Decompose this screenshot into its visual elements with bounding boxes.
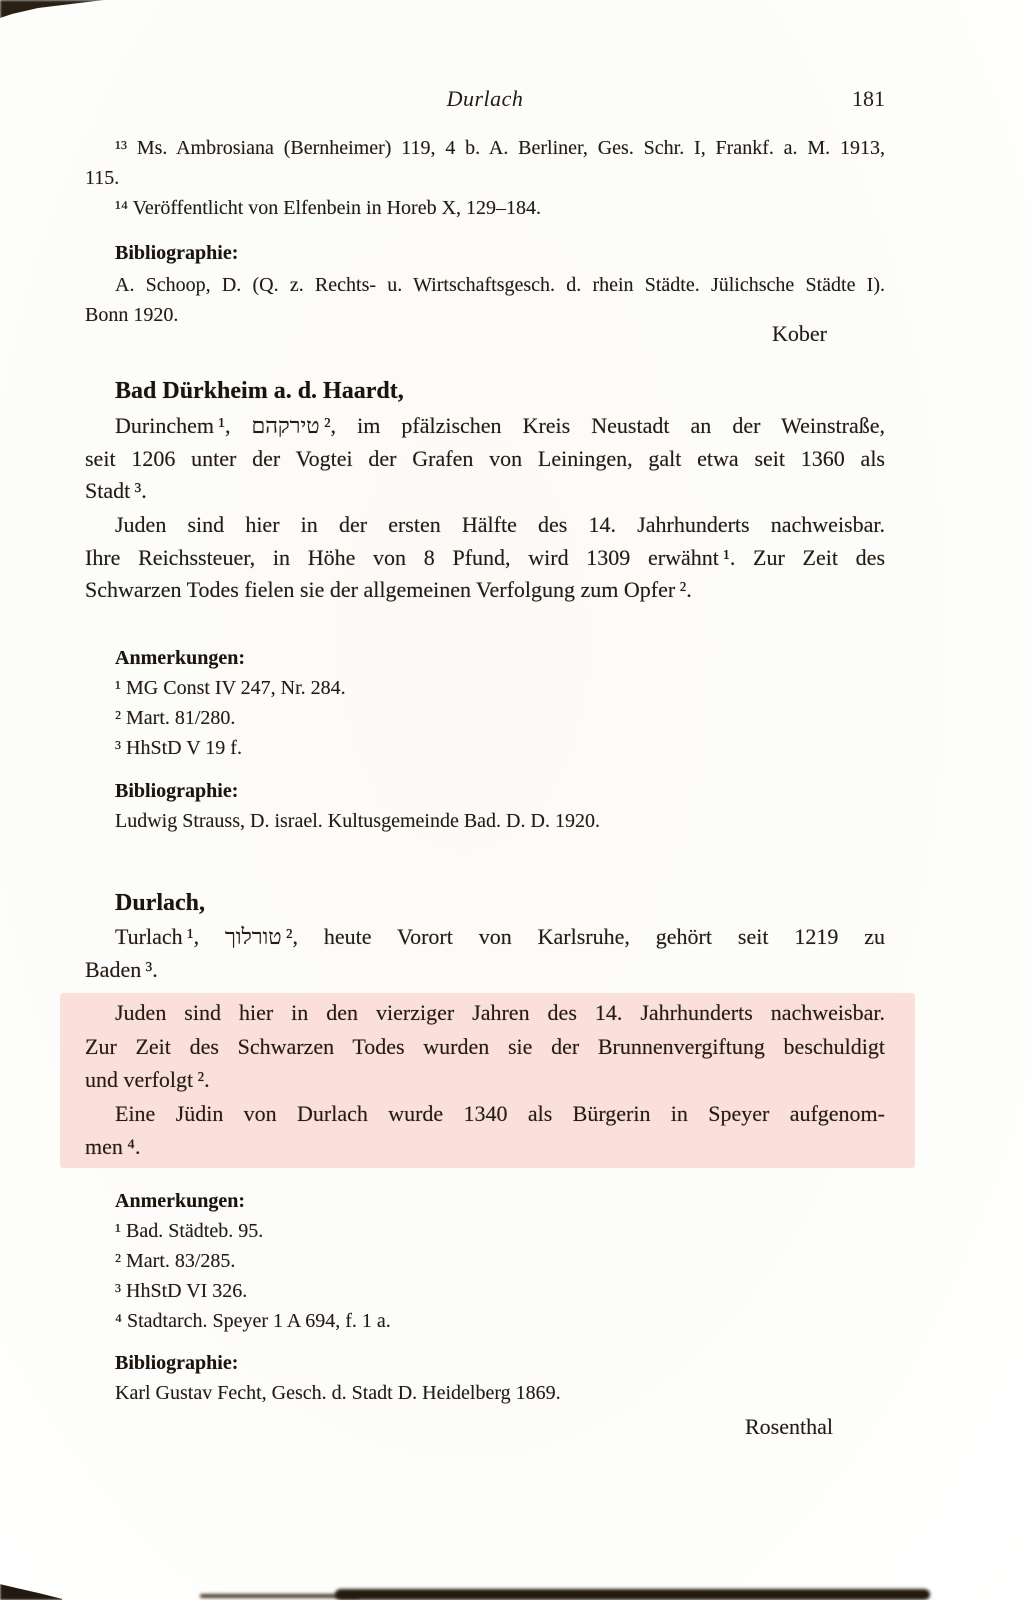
bad-duerkheim-paragraph-2 — [85, 509, 885, 607]
annotations-heading-2: Anmerkungen: — [115, 1190, 246, 1212]
scan-artifact-bottom-left — [0, 1578, 70, 1600]
annotations-list-1 — [85, 673, 885, 763]
highlighted-line: und verfolgt ². — [85, 1067, 210, 1092]
scan-artifact-top-left — [0, 0, 110, 20]
annotation-item: ³ HhStD V 19 f. — [115, 737, 242, 759]
paragraph-line: Turlach ¹, טורלוך‎ ², heute Vorort von Karlsruhe, gehört seit 1219 zu — [115, 924, 885, 949]
bibliography-heading-2: Bibliographie: — [115, 780, 239, 802]
running-header — [85, 86, 885, 116]
bibliography-heading-3: Bibliographie: — [115, 1352, 239, 1374]
highlighted-line: men ⁴. — [85, 1134, 141, 1159]
bad-duerkheim-paragraph-1 — [85, 410, 885, 508]
highlighted-line: Eine Jüdin von Durlach wurde 1340 als Bürgerin in Speyer aufgenom- — [115, 1100, 885, 1126]
annotation-item: ¹ Bad. Städteb. 95. — [115, 1220, 264, 1242]
bibliography-entry-1-line-2: Bonn 1920. — [85, 304, 179, 326]
annotation-item: ⁴ Stadtarch. Speyer 1 A 694, f. 1 a. — [115, 1310, 391, 1332]
annotation-item: ² Mart. 83/285. — [115, 1250, 236, 1272]
scan-artifact-bottom-strip — [335, 1589, 930, 1600]
paragraph-line: seit 1206 unter der Vogtei der Grafen von Leiningen, galt etwa seit 1360 als — [85, 445, 885, 471]
running-header-title: Durlach — [446, 86, 524, 111]
bibliography-entry-3: Karl Gustav Fecht, Gesch. d. Stadt D. Heidelberg 1869. — [115, 1382, 561, 1404]
paragraph-line: Durinchem ¹, טירקהם‎ ², im pfälzischen Kreis Neustadt an der Weinstraße, — [115, 413, 885, 438]
annotation-item: ¹ MG Const IV 247, Nr. 284. — [115, 677, 346, 699]
annotations-list-2 — [85, 1216, 885, 1336]
durlach-highlighted-passage — [85, 996, 885, 1164]
footnote-13-line-2: 115. — [85, 167, 120, 189]
carryover-footnotes — [85, 133, 885, 223]
annotation-item: ³ HhStD VI 326. — [115, 1280, 248, 1302]
article-heading-durlach: Durlach, — [115, 890, 205, 916]
article-heading-bad-duerkheim: Bad Dürkheim a. d. Haardt, — [115, 378, 404, 404]
footnote-14: ¹⁴ Veröffentlicht von Elfenbein in Horeb X, 129–184. — [115, 197, 542, 219]
paragraph-line: Ihre Reichssteuer, in Höhe von 8 Pfund, wird 1309 erwähnt ¹. Zur Zeit des — [85, 544, 885, 570]
paragraph-line: Baden ³. — [85, 957, 158, 982]
paragraph-line: Schwarzen Todes fielen sie der allgemeinen Verfolgung zum Opfer ². — [85, 577, 692, 602]
annotations-heading-1: Anmerkungen: — [115, 647, 246, 669]
highlighted-line: Juden sind hier in den vierziger Jahren des 14. Jahrhunderts nachweisbar. — [115, 1000, 885, 1025]
bibliography-entry-1-line-1: A. Schoop, D. (Q. z. Rechts- u. Wirtschaftsgesch. d. rhein Städte. Jülichsche Städte I). — [115, 274, 885, 296]
paragraph-line: Stadt ³. — [85, 478, 147, 503]
signature-kober: Kober — [772, 321, 827, 346]
highlighted-line: Zur Zeit des Schwarzen Todes wurden sie der Brunnenvergiftung beschuldigt — [85, 1033, 885, 1059]
durlach-paragraph-1 — [85, 920, 885, 986]
page-number: 181 — [852, 86, 885, 111]
annotation-item: ² Mart. 81/280. — [115, 707, 236, 729]
bibliography-heading-1: Bibliographie: — [115, 242, 239, 264]
bibliography-entry-2: Ludwig Strauss, D. israel. Kultusgemeinde Bad. D. D. 1920. — [115, 810, 600, 832]
signature-rosenthal: Rosenthal — [745, 1414, 833, 1439]
paragraph-line: Juden sind hier in der ersten Hälfte des 14. Jahrhunderts nachweisbar. — [115, 512, 885, 537]
footnote-13-line-1: ¹³ Ms. Ambrosiana (Bernheimer) 119, 4 b. A. Berliner, Ges. Schr. I, Frankf. a. M. 1913, — [115, 137, 885, 159]
